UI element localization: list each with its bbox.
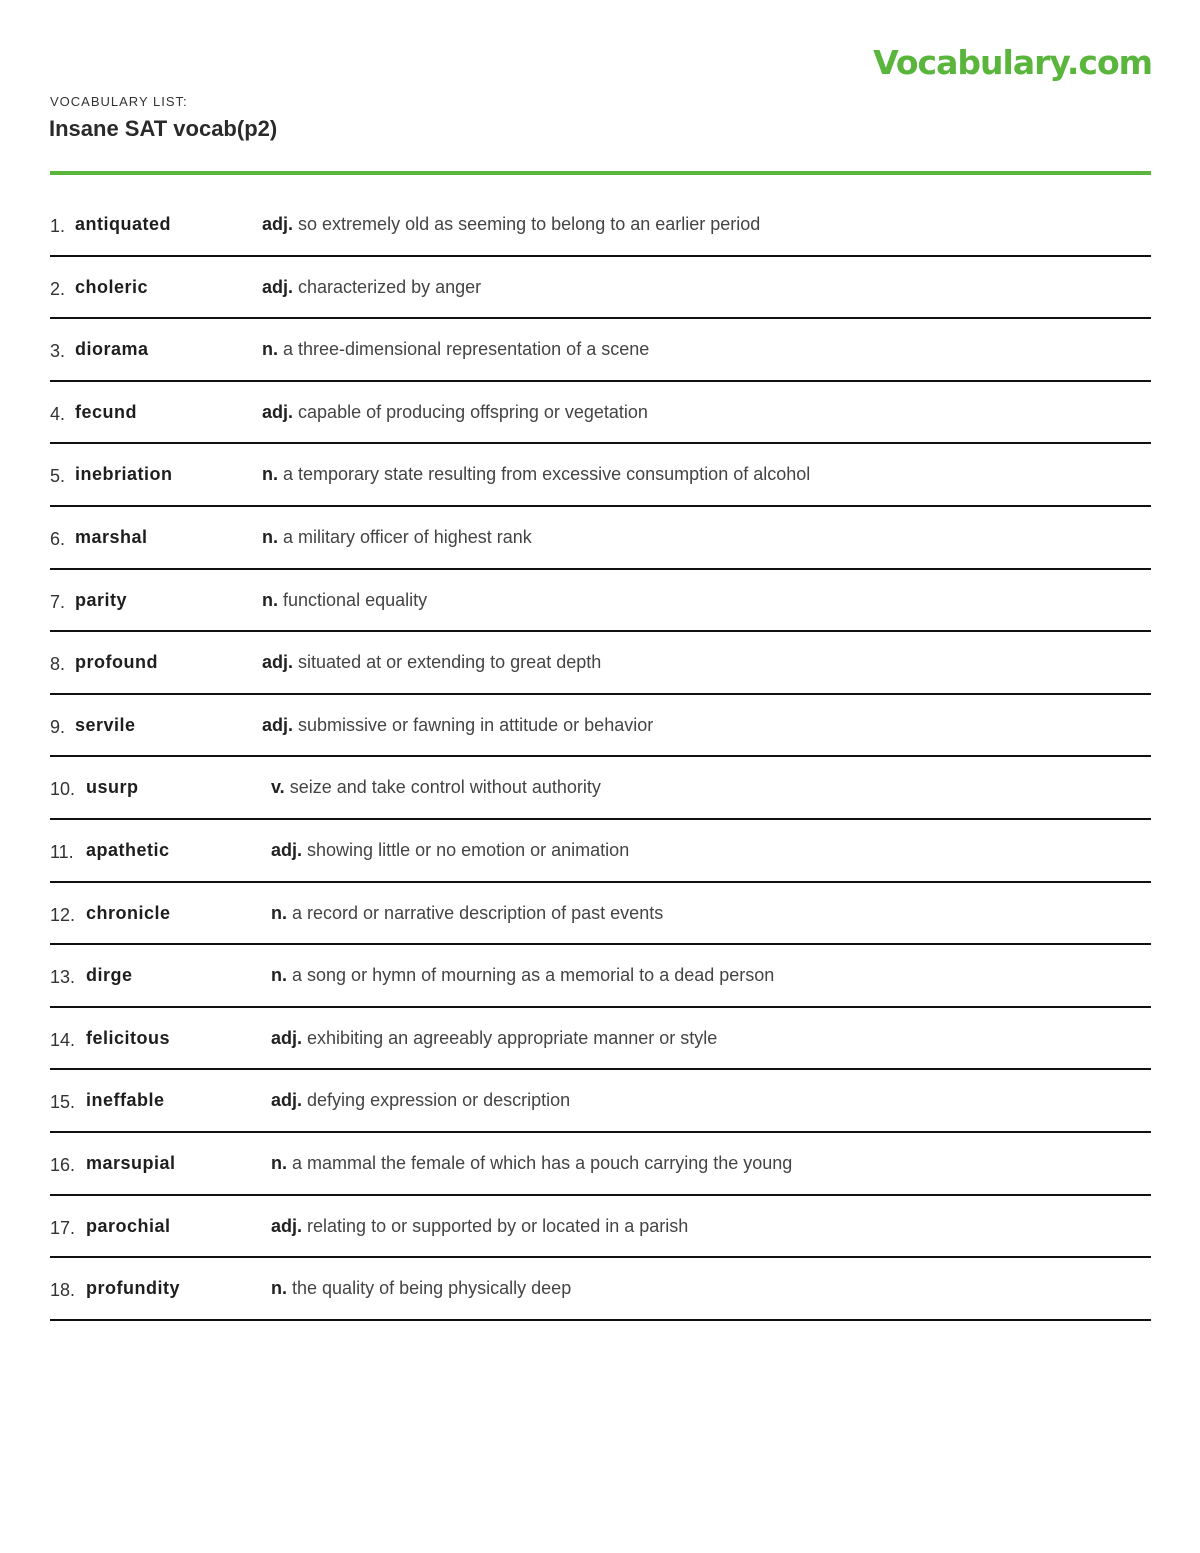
entry-term[interactable]: inebriation (75, 464, 173, 485)
list-item (50, 757, 1151, 820)
definition-text: a three-dimensional representation of a scene (283, 339, 650, 360)
entry-number: 5. (50, 466, 66, 487)
vocabulary-logo[interactable] (873, 43, 1152, 82)
entry-number: 1. (50, 216, 66, 236)
entry-number: 14. (50, 1029, 76, 1050)
list-item (50, 1070, 1151, 1133)
logo-wordmark: ocabulary.com (895, 43, 1152, 82)
definition-text: the quality of being physically deep (292, 1278, 572, 1299)
part-of-speech: adj. (271, 1090, 303, 1111)
entry-number: 13. (50, 967, 76, 988)
entry-term[interactable]: parochial (86, 1215, 171, 1236)
entry-definition (271, 1278, 571, 1299)
entry-definition (262, 527, 532, 548)
list-label: VOCABULARY LIST: (50, 94, 188, 109)
entry-number: 8. (50, 654, 66, 675)
definition-text: showing little or no emotion or animation (307, 839, 630, 860)
part-of-speech: n. (271, 1152, 287, 1173)
part-of-speech: n. (262, 589, 278, 610)
logo-check-icon: V (873, 43, 896, 82)
entry-definition (262, 464, 810, 485)
entry-definition (262, 715, 653, 736)
entry-number: 9. (50, 716, 66, 737)
entry-term[interactable]: choleric (75, 276, 149, 297)
entry-definition (262, 652, 601, 673)
entry-number: 12. (50, 904, 76, 925)
definition-text: relating to or supported by or located in a parish (307, 1215, 689, 1236)
definition-text: a mammal the female of which has a pouch carrying the young (292, 1152, 793, 1173)
entry-number: 11. (50, 841, 74, 862)
definition-text: defying expression or description (307, 1090, 571, 1111)
definition-text: a song or hymn of mourning as a memorial to a dead person (292, 965, 775, 986)
part-of-speech: adj. (262, 714, 294, 735)
definition-text: a record or narrative description of past events (292, 902, 664, 923)
entry-term[interactable]: chronicle (86, 902, 171, 923)
entry-term[interactable]: servile (75, 714, 136, 735)
definition-text: functional equality (283, 589, 428, 610)
entry-term[interactable]: felicitous (86, 1027, 171, 1048)
entry-term[interactable]: profundity (86, 1278, 180, 1299)
part-of-speech: n. (262, 339, 278, 360)
part-of-speech: n. (271, 965, 287, 986)
part-of-speech: n. (271, 1278, 287, 1299)
entry-term[interactable]: profound (75, 652, 158, 673)
entry-definition (271, 965, 774, 986)
page-title: Insane SAT vocab(p2) (49, 116, 278, 141)
list-item (50, 883, 1151, 946)
entry-term[interactable]: apathetic (86, 839, 170, 860)
list-item (50, 945, 1151, 1008)
entry-definition (271, 1028, 717, 1049)
entry-definition (271, 1090, 570, 1111)
part-of-speech: v. (271, 777, 285, 798)
part-of-speech: adj. (271, 1027, 303, 1048)
entry-term[interactable]: usurp (86, 777, 139, 798)
part-of-speech: adj. (262, 401, 294, 422)
entry-definition (271, 840, 629, 861)
definition-text: situated at or extending to great depth (298, 652, 602, 673)
part-of-speech: adj. (262, 276, 294, 297)
list-item (50, 1133, 1151, 1196)
part-of-speech: n. (271, 902, 287, 923)
list-item (50, 820, 1151, 883)
list-item (50, 194, 1151, 257)
definition-text: exhibiting an agreeably appropriate manner or style (307, 1027, 718, 1048)
entry-definition (262, 339, 649, 360)
part-of-speech: n. (262, 464, 278, 485)
entry-number: 2. (50, 278, 66, 299)
part-of-speech: adj. (271, 839, 303, 860)
entry-number: 10. (50, 779, 76, 800)
entry-definition (271, 777, 601, 798)
entry-term[interactable]: parity (75, 589, 128, 610)
entry-term[interactable]: antiquated (75, 214, 172, 234)
entry-number: 15. (50, 1092, 76, 1113)
part-of-speech: adj. (262, 214, 294, 234)
entry-definition (271, 1153, 792, 1174)
definition-text: capable of producing offspring or vegetation (298, 401, 648, 422)
entry-number: 3. (50, 341, 66, 362)
entry-number: 4. (50, 403, 66, 424)
word-list (50, 194, 1151, 1321)
entry-definition (262, 277, 481, 298)
entry-term[interactable]: marshal (75, 526, 148, 547)
entry-number: 7. (50, 591, 66, 612)
definition-text: submissive or fawning in attitude or behavior (298, 714, 654, 735)
list-item (50, 1008, 1151, 1071)
entry-definition (262, 590, 427, 611)
entry-number: 6. (50, 528, 66, 549)
definition-text: a military officer of highest rank (283, 526, 532, 547)
entry-definition (262, 214, 760, 235)
entry-term[interactable]: diorama (75, 339, 149, 360)
part-of-speech: n. (262, 526, 278, 547)
entry-definition (271, 1216, 688, 1237)
entry-term[interactable]: ineffable (86, 1090, 165, 1111)
definition-text: a temporary state resulting from excessive consumption of alcohol (283, 464, 811, 485)
list-item (50, 382, 1151, 445)
list-item (50, 319, 1151, 382)
entry-term[interactable]: dirge (86, 965, 133, 986)
definition-text: seize and take control without authority (289, 777, 601, 798)
definition-text: characterized by anger (298, 276, 482, 297)
list-item (50, 695, 1151, 758)
entry-number: 17. (50, 1217, 76, 1238)
part-of-speech: adj. (262, 652, 294, 673)
entry-number: 18. (50, 1280, 76, 1301)
entry-definition (271, 903, 663, 924)
list-item (50, 257, 1151, 320)
list-item (50, 1258, 1151, 1321)
entry-term[interactable]: fecund (75, 401, 138, 422)
list-item (50, 570, 1151, 633)
header-divider (50, 171, 1151, 175)
list-item (50, 1196, 1151, 1259)
entry-definition (262, 402, 648, 423)
definition-text: so extremely old as seeming to belong to an earlier period (298, 214, 761, 234)
entry-number: 16. (50, 1154, 76, 1175)
list-item (50, 444, 1151, 507)
list-item (50, 632, 1151, 695)
list-item (50, 507, 1151, 570)
part-of-speech: adj. (271, 1215, 303, 1236)
entry-term[interactable]: marsupial (86, 1152, 176, 1173)
